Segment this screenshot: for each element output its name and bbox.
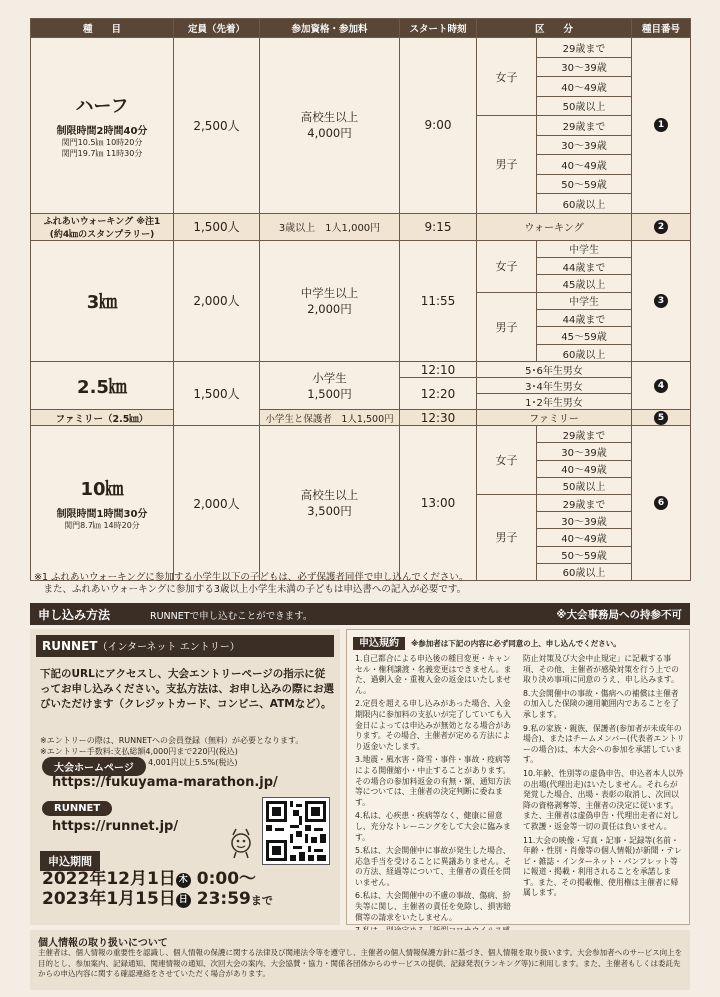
- k3-women-age-3: 45歳以上: [537, 275, 632, 292]
- k10-women-age-3: 40～49歳: [537, 460, 632, 477]
- k3-capacity: 2,000人: [174, 240, 260, 362]
- half-men-label: 男子: [477, 116, 537, 214]
- k10-women-age-1: 29歳まで: [537, 426, 632, 443]
- half-eligibility-cell: [260, 38, 400, 214]
- header-category: 区 分: [477, 19, 632, 38]
- k25-eligibility-cell: [260, 362, 400, 410]
- event-number-2-icon: 2: [654, 220, 668, 234]
- half-gate-1: 関門10.5㎞ 10時20分: [61, 137, 143, 147]
- period-end-date: 2023年1月15日: [42, 889, 176, 909]
- runnet-title-sub: （インターネット エントリー）: [97, 642, 240, 653]
- k10-men-age-4: 50～59歳: [537, 546, 632, 563]
- k10-gate: 関門8.7㎞ 14時20分: [64, 521, 140, 531]
- privacy-title: 個人情報の取り扱いについて: [38, 938, 168, 949]
- period-start-date: 2022年12月1日: [42, 869, 176, 889]
- half-capacity: 2,500人: [174, 38, 260, 214]
- k3-women-label: 女子: [477, 240, 537, 292]
- family-title: ファミリー（2.5㎞）: [31, 410, 174, 426]
- k25-category-3: 1･2年生男女: [477, 394, 632, 410]
- k25-title: 2.5㎞: [77, 376, 127, 398]
- k10-men-age-2: 30～39歳: [537, 512, 632, 529]
- k25-eligibility: 小学生: [312, 370, 347, 385]
- k3-event-cell: [31, 240, 174, 362]
- event-number-6-icon: 6: [654, 496, 668, 510]
- walk-start: 9:15: [400, 213, 477, 240]
- terms-column-left: [355, 654, 517, 950]
- events-table: [30, 18, 691, 581]
- k10-title: 10㎞: [80, 479, 124, 501]
- header-event: 種 目: [31, 19, 174, 38]
- half-women-label: 女子: [477, 38, 537, 116]
- k3-eligibility-cell: [260, 240, 400, 362]
- term-item: 9.私の家族・親族、保護者(参加者が未成年の場合)、またはチームメンバー(代表者エントリーの場合)は、本大会への参加を承諾しています。: [523, 723, 685, 765]
- term-item: 11.大会の映像・写真・記事・記録等(名前・年齢・性別・肖像等の個人情報)が新聞・テレビ・雑誌・インターネット・パンフレット等に報道・掲載・利用されることを承諾します。また、その掲載権、使用権は主催者に帰属します。: [523, 835, 682, 898]
- k3-men-age-1: 中学生: [537, 292, 632, 309]
- runnet-lead: 下記のURLにアクセスし、大会エントリーページの指示に従ってお申し込みください。支払方法は、お申し込みの際にお選びいただけます（クレジットカード、コンビニ、ATMなど）。: [40, 668, 334, 710]
- apply-method-notice: ※大会事務局への持参不可: [556, 609, 682, 621]
- term-item: 4.私は、心疾患・疾病等なく、健康に留意し、充分なトレーニングをして大会に臨みます。: [355, 811, 511, 842]
- k25-fee: 1,500円: [307, 386, 352, 401]
- half-men-age-4: 50～59歳: [537, 174, 632, 194]
- half-event-cell: [31, 38, 174, 214]
- family-fee: 小学生と保護者 1人1,500円: [260, 410, 400, 426]
- walk-sub: (約4㎞のスタンプラリー): [49, 229, 155, 240]
- k10-event-cell: [31, 426, 174, 581]
- runnet-note-2: ※エントリー手数料:支払総額4,000円まで220円(税込): [40, 747, 238, 756]
- k10-start: 13:00: [400, 426, 477, 581]
- k3-number-cell: [632, 240, 691, 362]
- runnet-panel: [30, 629, 340, 925]
- event-number-4-icon: 4: [654, 379, 668, 393]
- k10-number-cell: [632, 426, 691, 581]
- half-women-age-4: 50歳以上: [537, 96, 632, 116]
- family-number-cell: [632, 410, 691, 426]
- terms-note: ※参加者は下記の内容に必ず同意の上、申し込んでください。: [411, 639, 621, 648]
- period-line-1: [42, 869, 273, 889]
- k10-men-age-5: 60歳以上: [537, 563, 632, 580]
- header-start-time: スタート時刻: [400, 19, 477, 38]
- half-women-age-2: 30～39歳: [537, 57, 632, 77]
- header-event-number: 種目番号: [632, 19, 691, 38]
- term-item: 10.年齢、性別等の虚偽申告、申込者本人以外の出場(代理出走)はいたしません。それらが発覚した場合、出場・表彰の取消し、次回以降の資格剥奪等、主催者の決定に従います。また、主催者は虚偽申告・代理出走者に対して救護・返金等一切の責任は負いません。: [523, 768, 684, 831]
- term-item: 2.定員を超える申し込みがあった場合、入金期限内に参加料の支払いが完了していても入金日によっては申込みが無効となる場合があります。その場合、主催者が定める方法により返金いたします。: [355, 699, 511, 751]
- term-item: 6.私は、大会開催中の不慮の事故、傷病、紛失等に関し、主催者の責任を免除し、損害賠償等の請求をいたしません。: [355, 891, 511, 922]
- home-page-label: 大会ホームページ: [42, 757, 146, 776]
- k3-men-label: 男子: [477, 292, 537, 362]
- k3-women-age-2: 44歳まで: [537, 257, 632, 274]
- k10-women-label: 女子: [477, 426, 537, 495]
- header-capacity: 定員（先着）: [174, 19, 260, 38]
- apply-method-runnet: RUNNETで申し込むことができます。: [150, 611, 313, 622]
- k25-capacity: 1,500人: [174, 362, 260, 426]
- period-end-weekday: 日: [176, 893, 191, 908]
- k10-women-age-4: 50歳以上: [537, 477, 632, 494]
- footnote: [34, 572, 468, 596]
- k3-eligibility: 中学生以上: [300, 285, 359, 300]
- half-time-limit: 制限時間2時間40分: [56, 125, 148, 137]
- period-end-suffix: まで: [250, 894, 273, 907]
- mascot-illustration: [226, 825, 256, 859]
- home-page-link[interactable]: https://fukuyama-marathon.jp/: [52, 775, 278, 790]
- k3-men-age-4: 60歳以上: [537, 344, 632, 361]
- runnet-note-1: ※エントリーの際は、RUNNETへの会員登録（無料）が必要となります。: [40, 736, 304, 745]
- k25-start-2: 12:20: [400, 378, 477, 410]
- k3-women-age-1: 中学生: [537, 240, 632, 257]
- terms-panel: [346, 629, 690, 925]
- runnet-link-label: RUNNET: [42, 801, 112, 816]
- family-start: 12:30: [400, 410, 477, 426]
- half-men-age-2: 30～39歳: [537, 135, 632, 155]
- k25-event-cell: [31, 362, 174, 410]
- k25-start-1: 12:10: [400, 362, 477, 378]
- period-line-2: [42, 889, 273, 911]
- privacy-body: 主催者は、個人情報の重要性を認識し、個人情報の保護に関する法律及び関連法令等を遵守し、主催者の個人情報保護方針に基づき、個人情報を取り扱います。大会参加者へのサービス向上を目的とし、参加案内、記録通知、関連情報の通知、次回大会の案内、大会協賛・協力・関係各団体からのサービスの提供、記録発表(ランキング等)に利用します。また、主催者もしくは委託先からの申込内容に関する確認連絡をさせていただく場合があります。: [38, 948, 683, 978]
- half-gate-2: 関門19.7㎞ 11時30分: [61, 148, 143, 158]
- walk-event-cell: [31, 213, 174, 240]
- walk-category: ウォーキング: [477, 213, 632, 240]
- runnet-link[interactable]: https://runnet.jp/: [52, 819, 179, 834]
- walk-capacity: 1,500人: [174, 213, 260, 240]
- term-item: 8.大会開催中の事故・傷病への補償は主催者の加入した保険の適用範囲内であることを了承します。: [523, 688, 679, 719]
- half-title: ハーフ: [75, 95, 129, 117]
- walk-title: ふれあいウォーキング ※注1: [43, 216, 161, 227]
- walk-number-cell: [632, 213, 691, 240]
- header-eligibility: 参加資格・参加料: [260, 19, 400, 38]
- apply-method-bar: [30, 603, 690, 625]
- application-period: [42, 869, 273, 911]
- half-eligibility: 高校生以上: [300, 110, 359, 125]
- event-number-1-icon: 1: [654, 118, 668, 132]
- k3-men-age-3: 45～59歳: [537, 327, 632, 344]
- k10-capacity: 2,000人: [174, 426, 260, 581]
- half-men-age-1: 29歳まで: [537, 116, 632, 136]
- k10-men-age-1: 29歳まで: [537, 494, 632, 511]
- k3-title: 3㎞: [86, 291, 118, 313]
- terms-column-right: [523, 654, 685, 902]
- k10-men-age-3: 40～49歳: [537, 529, 632, 546]
- term-item: 1.自己都合による申込後の種目変更・キャンセル・権利譲渡・名義変更はできません。また、過剰入金・重複入金の返金はいたしません。: [355, 654, 512, 695]
- half-start: 9:00: [400, 38, 477, 214]
- event-number-5-icon: 5: [654, 411, 668, 425]
- terms-header: [353, 634, 621, 649]
- k3-men-age-2: 44歳まで: [537, 310, 632, 327]
- half-number-cell: [632, 38, 691, 214]
- half-fee: 4,000円: [307, 126, 352, 141]
- runnet-note-3: 4,001円以上5.5%(税込): [148, 758, 238, 767]
- k3-fee: 2,000円: [307, 301, 352, 316]
- event-number-3-icon: 3: [654, 294, 668, 308]
- k10-women-age-2: 30～39歳: [537, 443, 632, 460]
- k25-category-1: 5･6年生男女: [477, 362, 632, 378]
- period-start-weekday: 木: [176, 873, 191, 888]
- k10-men-label: 男子: [477, 494, 537, 580]
- half-women-age-3: 40～49歳: [537, 77, 632, 97]
- family-category: ファミリー: [477, 410, 632, 426]
- term-item: 3.地震・風水害・降雪・事件・事故・疫病等による開催縮小・中止することがあります。その場合の参加料返金の有無・額、通知方法等については、主催者の決定判断に委ねます。: [355, 755, 511, 807]
- term-item: 5.私は、大会開催中に事故が発生した場合、応急手当を受けることに異議ありません。その方法、経過等について、主催者の責任を問いません。: [355, 846, 512, 887]
- privacy-section: [30, 930, 690, 990]
- footnote-line-2: また、ふれあいウォーキングに参加する3歳以上小学生未満の子どもは申込書への記入が必要です。: [34, 584, 467, 595]
- k10-time-limit: 制限時間1時間30分: [56, 509, 148, 521]
- k25-category-2: 3･4年生男女: [477, 378, 632, 394]
- qr-code-icon[interactable]: [262, 797, 330, 865]
- half-men-age-5: 60歳以上: [537, 194, 632, 214]
- terms-title: 申込規約: [353, 637, 405, 650]
- period-start-time: 0:00～: [196, 869, 257, 889]
- term-item: 防止対策及び大会中止規定」に記載する事項、その他、主催者が感染対策を行う上での取り決め事項に同意のうえ、申し込みます。: [523, 654, 679, 685]
- apply-method-title: 申し込み方法: [38, 608, 111, 622]
- period-label: 申込期間: [40, 851, 100, 871]
- footnote-line-1: ※1 ふれあいウォーキングに参加する小学生以下の子どもは、必ず保護者同伴で申し込んでください。: [34, 572, 469, 583]
- k10-eligibility: 高校生以上: [300, 488, 359, 503]
- k3-start: 11:55: [400, 240, 477, 362]
- k10-eligibility-cell: [260, 426, 400, 581]
- runnet-title: RUNNET: [42, 639, 98, 653]
- half-men-age-3: 40～49歳: [537, 155, 632, 175]
- k10-fee: 3,500円: [307, 504, 352, 519]
- walk-fee: 3歳以上 1人1,000円: [260, 213, 400, 240]
- half-women-age-1: 29歳まで: [537, 38, 632, 58]
- period-end-time: 23:59: [196, 889, 251, 909]
- k25-number-cell: [632, 362, 691, 410]
- runnet-header: [36, 635, 334, 657]
